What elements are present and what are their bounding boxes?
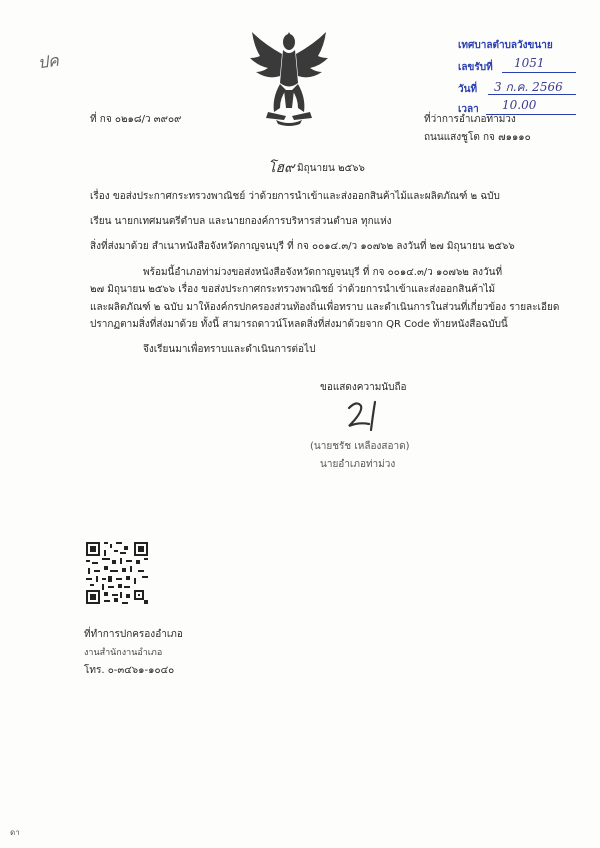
office-address-line2: ถนนแสงชูโต กจ ๗๑๑๑๐ [424, 132, 531, 143]
stamp-time-label: เวลา [458, 104, 479, 115]
subject-line: เรื่อง ขอส่งประกาศกระทรวงพาณิชย์ ว่าด้วยการนำเข้าและส่งออกสินค้าไม้และผลิตภัณฑ์ ๒ ฉบับ [90, 191, 500, 202]
office-address-line1: ที่ว่าการอำเภอท่าม่วง [424, 114, 516, 125]
body-line: ๒๗ มิถุนายน ๒๕๖๖ เรื่อง ขอส่งประกาศกระทรวงพาณิชย์ ว่าด้วยการนำเข้าและส่งออกสินค้าไม้ [90, 284, 496, 295]
stamp-office-label: เทศบาลตำบลวังขนาย [458, 40, 553, 51]
stamp-time-value: 10.00 [502, 98, 537, 112]
closing-line: จึงเรียนมาเพื่อทราบและดำเนินการต่อไป [143, 344, 316, 355]
footer-unit: งานสำนักงานอำเภอ [84, 648, 163, 658]
recipient-line: เรียน นายกเทศมนตรีตำบล และนายกองค์การบริหารส่วนตำบล ทุกแห่ง [90, 216, 392, 227]
body-line: ปรากฏตามสิ่งที่ส่งมาด้วย ทั้งนี้ สามารถดาวน์โหลดสิ่งที่ส่งมาด้วยจาก QR Code ท้ายหนังสือฉบับนี้ [90, 319, 508, 330]
receipt-stamp [452, 32, 582, 118]
signature-icon [335, 398, 395, 432]
signer-title: นายอำเภอท่าม่วง [320, 459, 396, 470]
margin-handwritten-note: ปค [36, 50, 60, 73]
document-date: มิถุนายน ๒๕๖๖ [297, 163, 365, 174]
stamp-date-value: 3 ก.ค. 2566 [494, 80, 563, 94]
stamp-date-label: วันที่ [458, 84, 478, 95]
stamp-rule [502, 72, 576, 73]
qr-code-icon [84, 540, 150, 606]
garuda-emblem-icon [246, 28, 332, 128]
stamp-received-no: 1051 [514, 56, 545, 70]
body-line: พร้อมนี้อำเภอท่าม่วงขอส่งหนังสือจังหวัดกาญจนบุรี ที่ กจ ๐๐๑๔.๓/ว ๑๐๗๖๒ ลงวันที่ [143, 267, 503, 278]
footer-phone: โทร. ๐-๓๔๖๑-๑๐๔๐ [84, 665, 175, 676]
attachment-line: สิ่งที่ส่งมาด้วย สำเนาหนังสือจังหวัดกาญจนบุรี ที่ กจ ๐๐๑๔.๓/ว ๑๐๗๖๒ ลงวันที่ ๒๗ มิถุนายน ๒๕๖๖ [90, 241, 515, 252]
signer-name: (นายชรัช เหลืองสอาด) [310, 441, 410, 452]
body-line: และผลิตภัณฑ์ ๒ ฉบับ มาให้องค์กรปกครองส่วนท้องถิ่นเพื่อทราบ และดำเนินการในส่วนที่เกี่ยวข้อง รายละเอียด [90, 302, 560, 313]
courtesy-line: ขอแสดงความนับถือ [320, 382, 407, 393]
stamp-received-no-label: เลขรับที่ [458, 62, 493, 73]
reference-number: ที่ กจ ๐๒๑๘/ว ๓๙๐๙ [90, 114, 182, 125]
footer-office: ที่ทำการปกครองอำเภอ [84, 629, 183, 640]
bottom-corner-mark: ดา [10, 828, 20, 837]
date-day-handwritten: โฮ๙ [268, 160, 295, 176]
